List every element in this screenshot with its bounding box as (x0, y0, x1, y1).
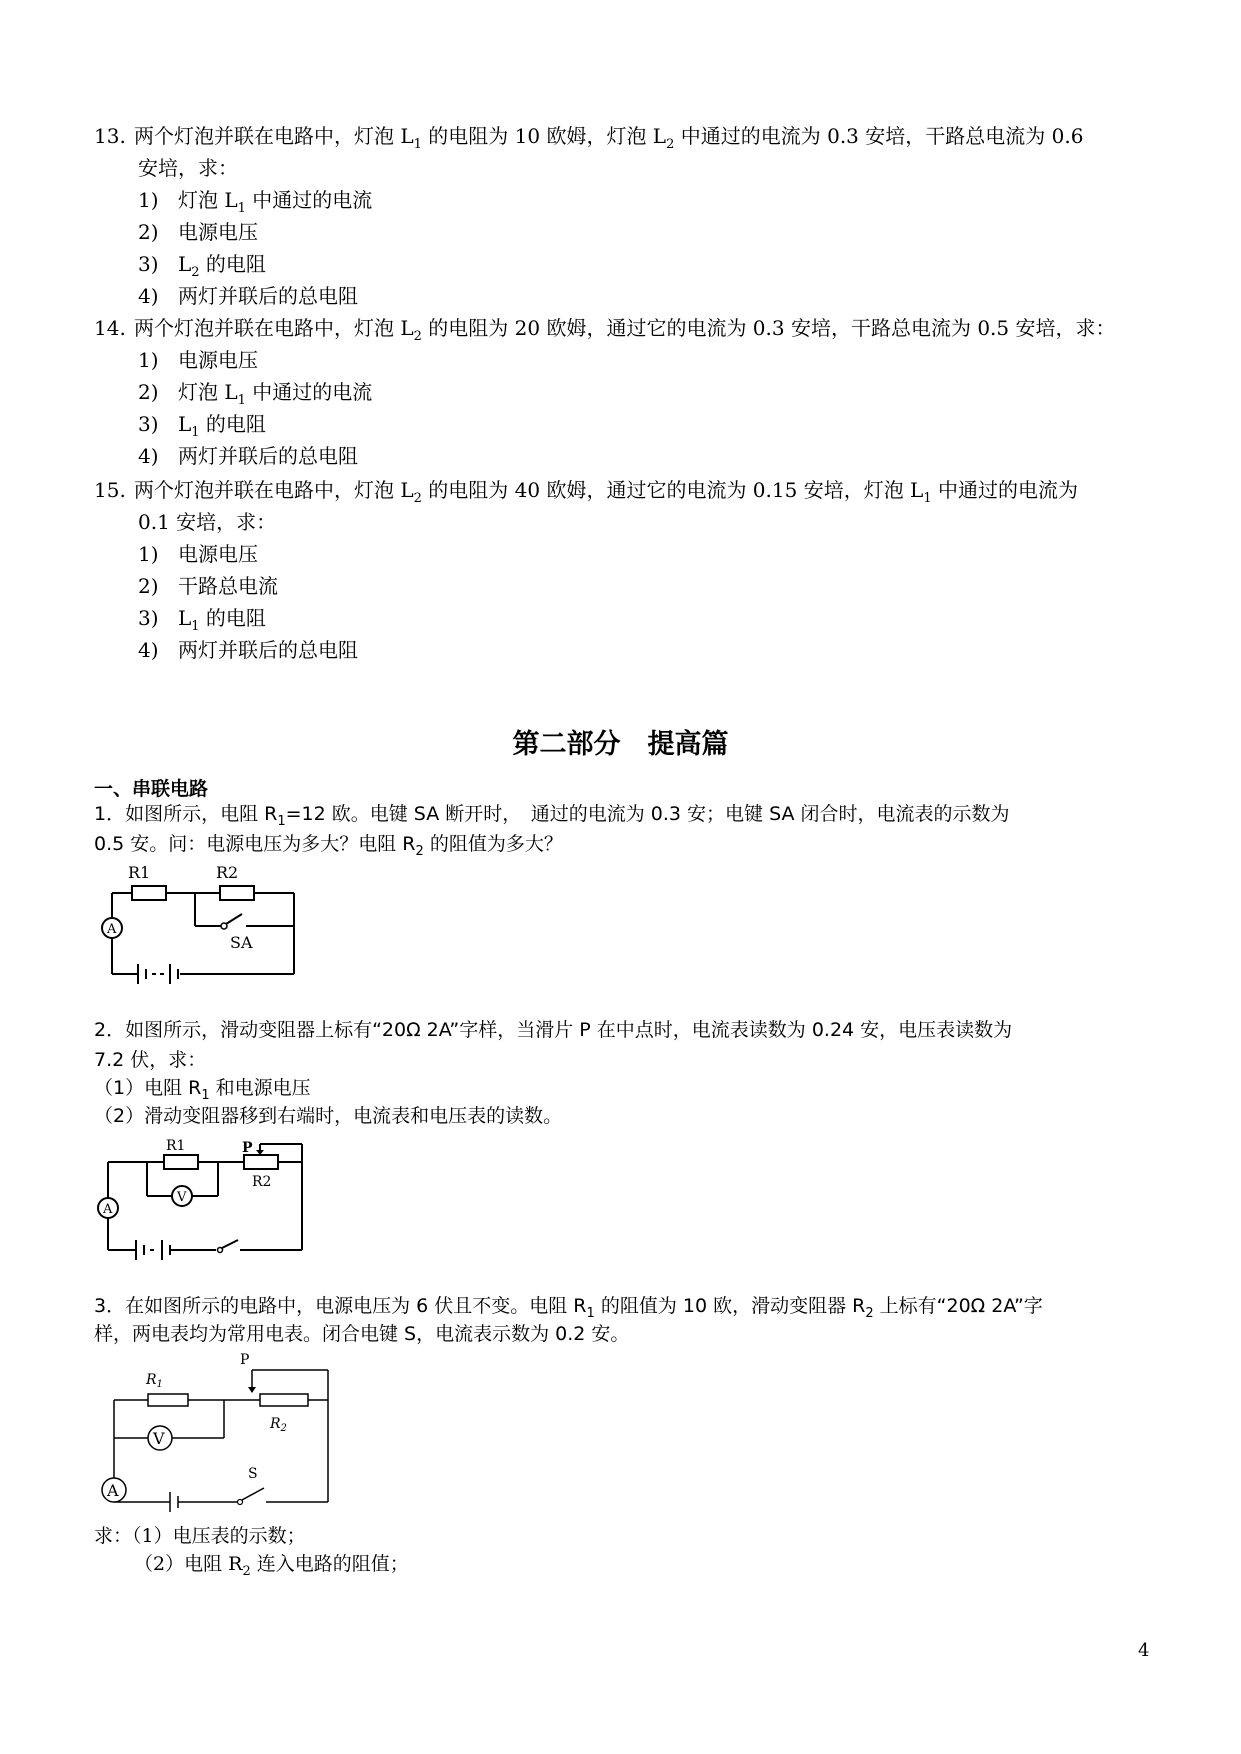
ammeter-label: A (107, 1481, 119, 1500)
q14-item2: 2) 灯泡 $L_1$ 中通过的电流 (138, 380, 373, 408)
r2-label: $R_2$ (270, 1416, 287, 1434)
q13-item1: 1) 灯泡 $L_1$ 中通过的电流 (138, 188, 373, 216)
battery-icon (138, 964, 178, 984)
p3-line2: 样，两电表均为常用电表。闭合电键 S，电流表示数为 0.2 安。 (94, 1323, 630, 1345)
p3-line4: （2）电阻 $R_2$ 连入电路的阻值； (134, 1553, 409, 1579)
p3-line1: 3．在如图所示的电路中，电源电压为 6 伏且不变。电阻 $R_1$ 的阻值为 10 欧，滑动变阻器 $R_2$ 上标有“20Ω 2A”字 (94, 1295, 1043, 1321)
circuit-diagram-3 (90, 1352, 340, 1518)
r1-label: R1 (128, 863, 151, 882)
p1-line1: 1．如图所示，电阻 $R_1=12$ 欧。电键 SA 断开时， 通过的电流为 0.3 安；电键 SA 闭合时，电流表的示数为 (94, 803, 1010, 829)
ammeter-label: A (107, 922, 117, 937)
slider-label: P (240, 1352, 250, 1368)
slider-label: P (242, 1140, 253, 1156)
q15-item1: 1) 电源电压 (138, 542, 258, 566)
q14-line1: 14. 两个灯泡并联在电路中，灯泡 $L_2$ 的电阻为 20 欧姆，通过它的电流为 0.3 安培，干路总电流为 0.5 安培，求： (94, 316, 1116, 344)
voltmeter-label: V (177, 1190, 187, 1205)
battery-icon (170, 1492, 178, 1512)
q14-item3: 3) $L_1$ 的电阻 (138, 412, 266, 440)
circuit-diagram-2 (90, 1138, 320, 1262)
p3-line3: 求：（1）电压表的示数； (94, 1525, 306, 1547)
part-title: 第二部分 提高篇 (512, 729, 729, 760)
r2-label: R2 (216, 863, 239, 882)
q13-line1: 13. 两个灯泡并联在电路中，灯泡 $L_1$ 的电阻为 10 欧姆，灯泡 $L_2$ 中通过的电流为 0.3 安培，干路总电流为 0.6 (94, 124, 1084, 152)
circuit-diagram-1 (90, 856, 310, 988)
q15-item3: 3) $L_1$ 的电阻 (138, 606, 266, 634)
p2-line4: （2）滑动变阻器移到右端时，电流表和电压表的读数。 (94, 1105, 563, 1127)
battery-icon (136, 1240, 170, 1260)
q13-item2: 2) 电源电压 (138, 220, 258, 244)
q15-item4: 4) 两灯并联后的总电阻 (138, 638, 358, 662)
q15-line2: 0.1 安培，求： (138, 510, 277, 534)
p2-line3: （1）电阻 $R_1$ 和电源电压 (94, 1077, 311, 1103)
r1-label: R1 (166, 1138, 186, 1154)
q13-line2: 安培，求： (138, 156, 238, 180)
q14-item1: 1) 电源电压 (138, 348, 258, 372)
r1-label: $R_1$ (146, 1372, 163, 1390)
section-heading: 一、串联电路 (94, 778, 209, 800)
p1-line2: 0.5 安。问：电源电压为多大？电阻 $R_2$ 的阻值为多大？ (94, 833, 563, 859)
r2-label: R2 (252, 1174, 272, 1190)
page-number: 4 (1138, 1640, 1150, 1661)
switch-label: S (248, 1466, 258, 1482)
q14-item4: 4) 两灯并联后的总电阻 (138, 444, 358, 468)
q13-item3: 3) $L_2$ 的电阻 (138, 252, 266, 280)
q13-item4: 4) 两灯并联后的总电阻 (138, 284, 358, 308)
p2-line2: 7.2 伏，求： (94, 1049, 207, 1071)
q15-line1: 15. 两个灯泡并联在电路中，灯泡 $L_2$ 的电阻为 40 欧姆，通过它的电流为 0.15 安培，灯泡 $L_1$ 中通过的电流为 (94, 478, 1078, 506)
switch-label: SA (230, 933, 253, 952)
voltmeter-label: V (153, 1429, 165, 1448)
ammeter-label: A (103, 1202, 113, 1217)
q15-item2: 2) 干路总电流 (138, 574, 278, 598)
p2-line1: 2．如图所示，滑动变阻器上标有“20Ω 2A”字样，当滑片 P 在中点时，电流表读数为 0.24 安，电压表读数为 (94, 1019, 1013, 1041)
